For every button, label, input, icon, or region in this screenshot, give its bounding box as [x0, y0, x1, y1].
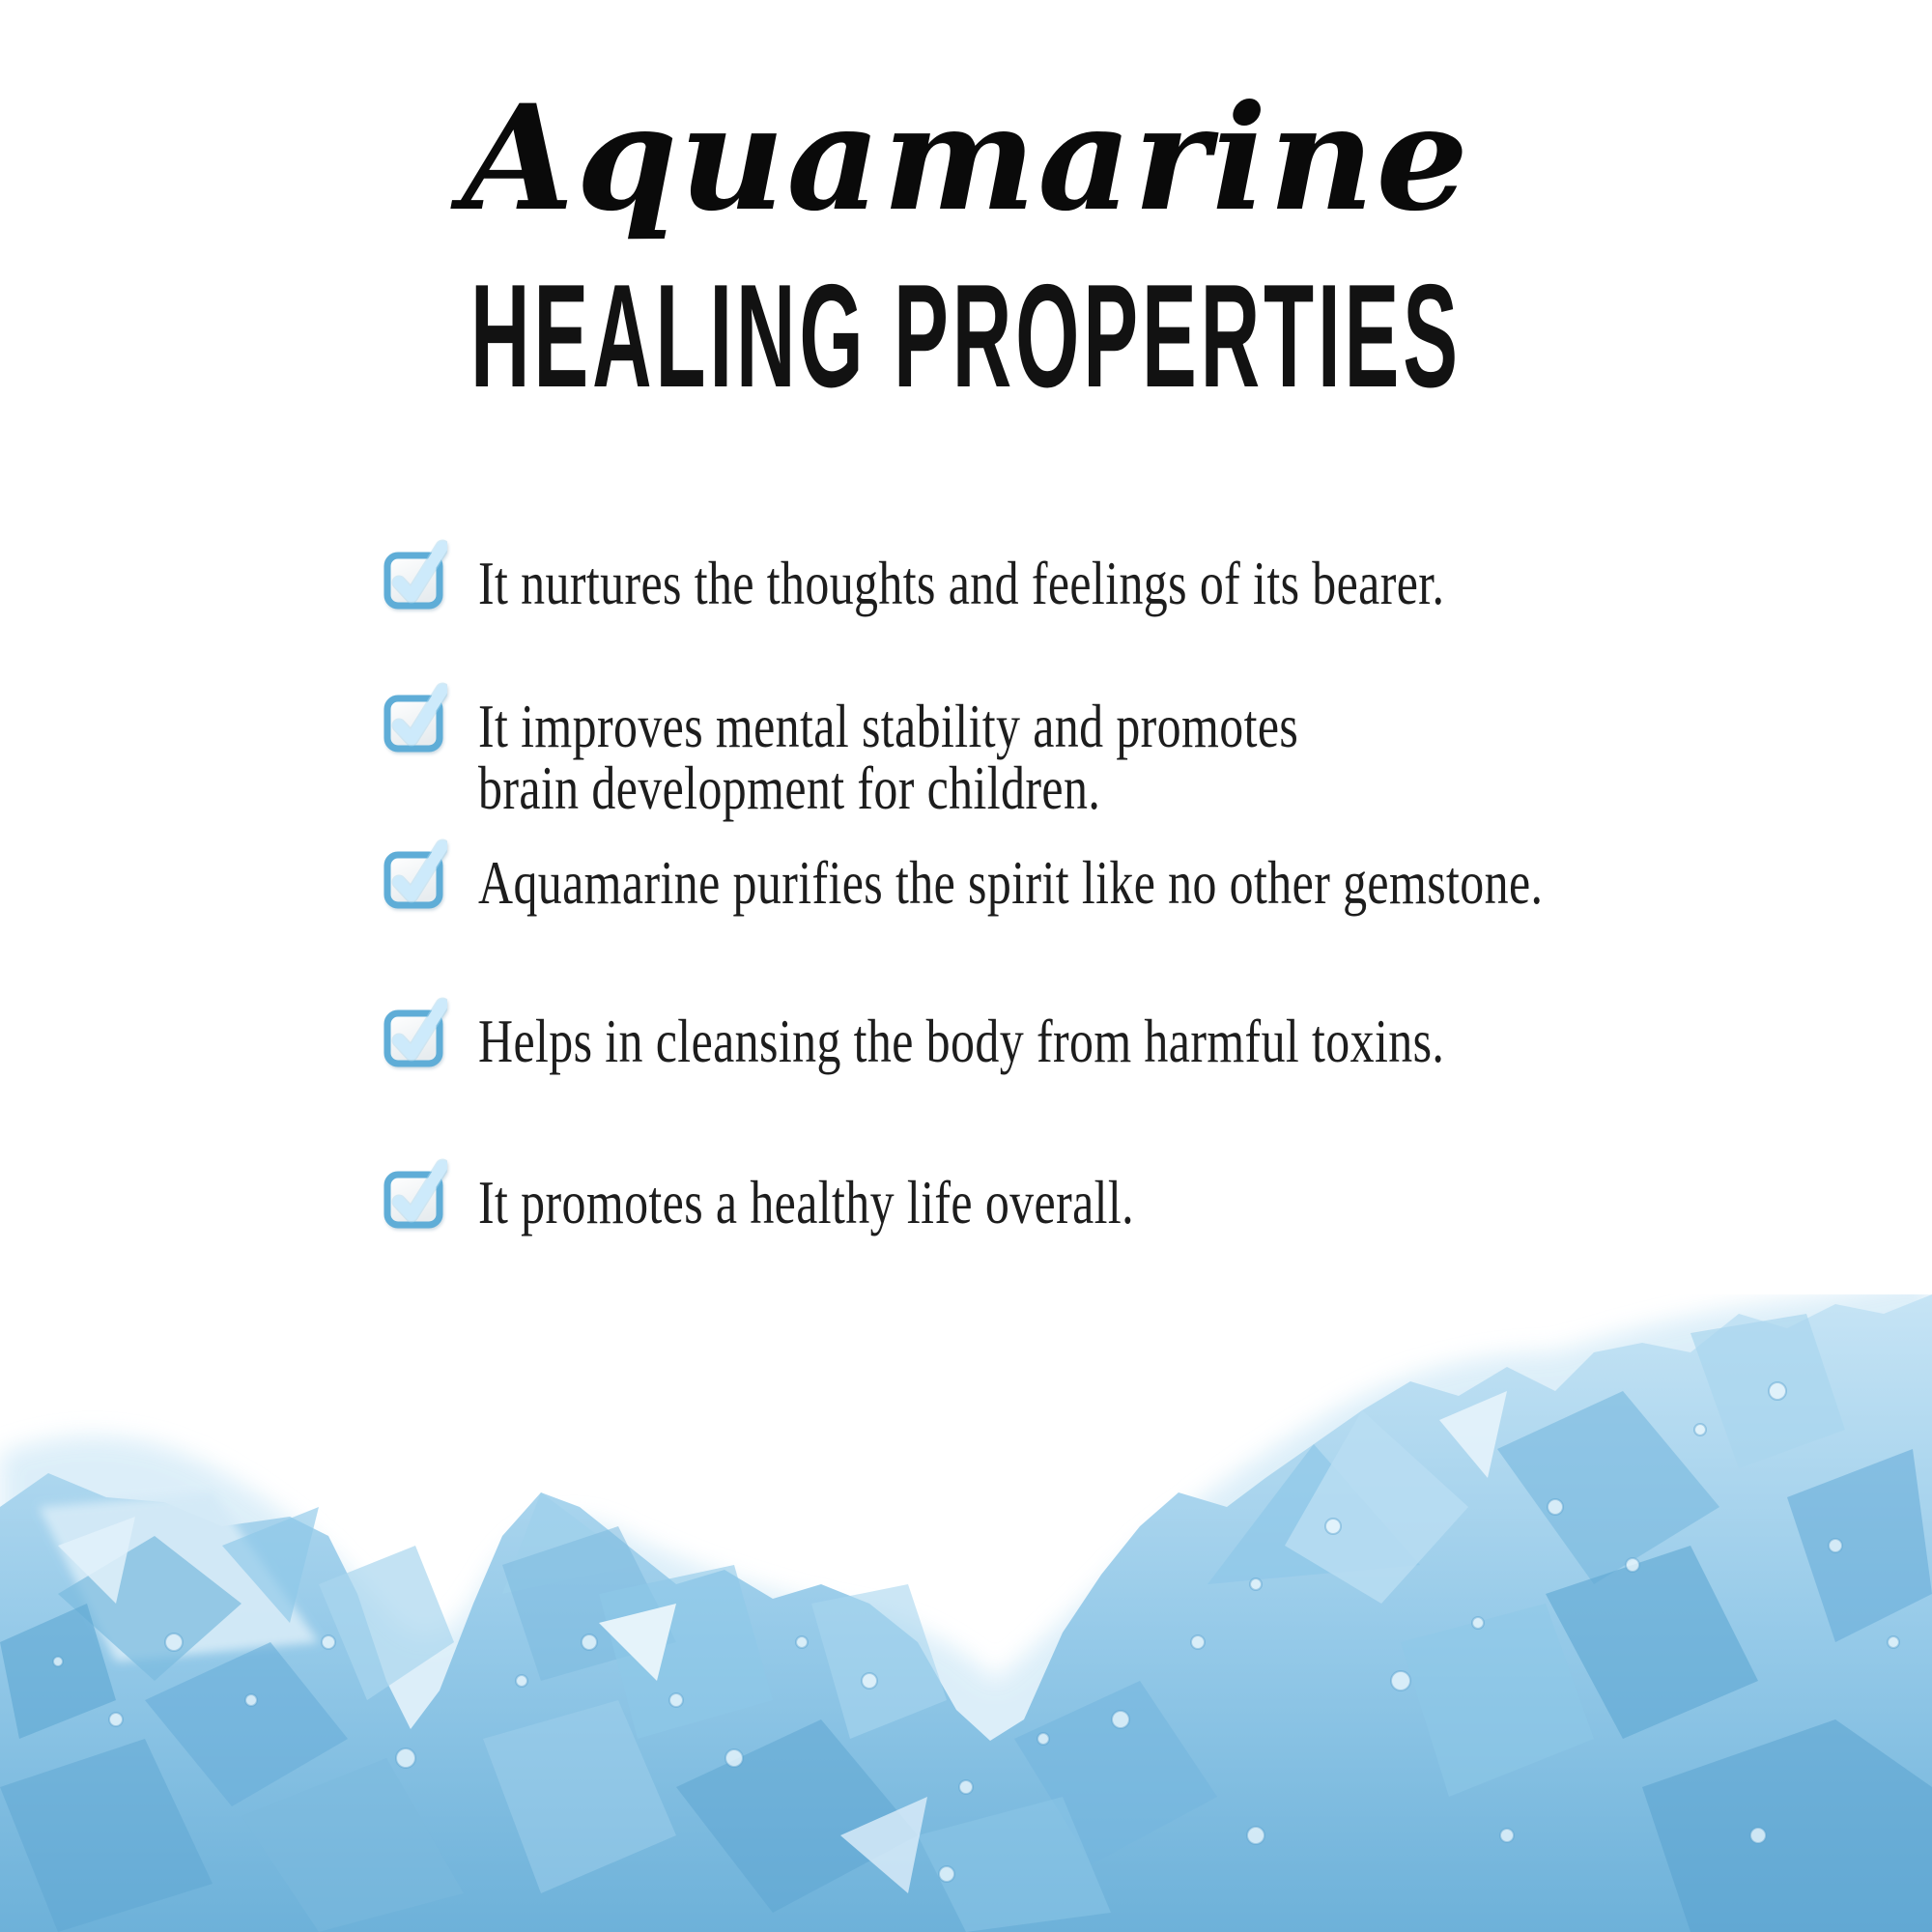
page-subtitle-wrap: [0, 254, 1932, 418]
list-item: [384, 848, 1843, 917]
list-item: [384, 1168, 1320, 1236]
list-item-text: [478, 1168, 1135, 1236]
list-item-text: [478, 692, 1299, 822]
checked-checkbox-icon: [384, 1157, 447, 1231]
checked-checkbox-icon: [384, 996, 447, 1069]
list-item: [384, 549, 1718, 617]
list-item: [384, 692, 1530, 822]
list-item-line: It improves mental stability and promotes: [478, 692, 1299, 760]
ice-crystals-image: [0, 1294, 1932, 1932]
list-item-text: [478, 549, 1445, 617]
list-item-text: [478, 1007, 1445, 1075]
checked-checkbox-icon: [384, 838, 447, 911]
list-item-text: [478, 848, 1544, 917]
checked-checkbox-icon: [384, 538, 447, 611]
list-item-line: Helps in cleansing the body from harmful toxins.: [478, 1007, 1445, 1075]
list-item-line: Aquamarine purifies the spirit like no other gemstone.: [478, 848, 1544, 917]
list-item: [384, 1007, 1717, 1075]
list-item-line: It promotes a healthy life overall.: [478, 1168, 1135, 1236]
page-title: Aquamarine: [462, 73, 1470, 243]
checked-checkbox-icon: [384, 681, 447, 754]
page-subtitle: HEALING PROPERTIES: [470, 254, 1462, 418]
list-item-line: brain development for children.: [478, 753, 1101, 822]
list-item-line: It nurtures the thoughts and feelings of its bearer.: [478, 549, 1445, 617]
